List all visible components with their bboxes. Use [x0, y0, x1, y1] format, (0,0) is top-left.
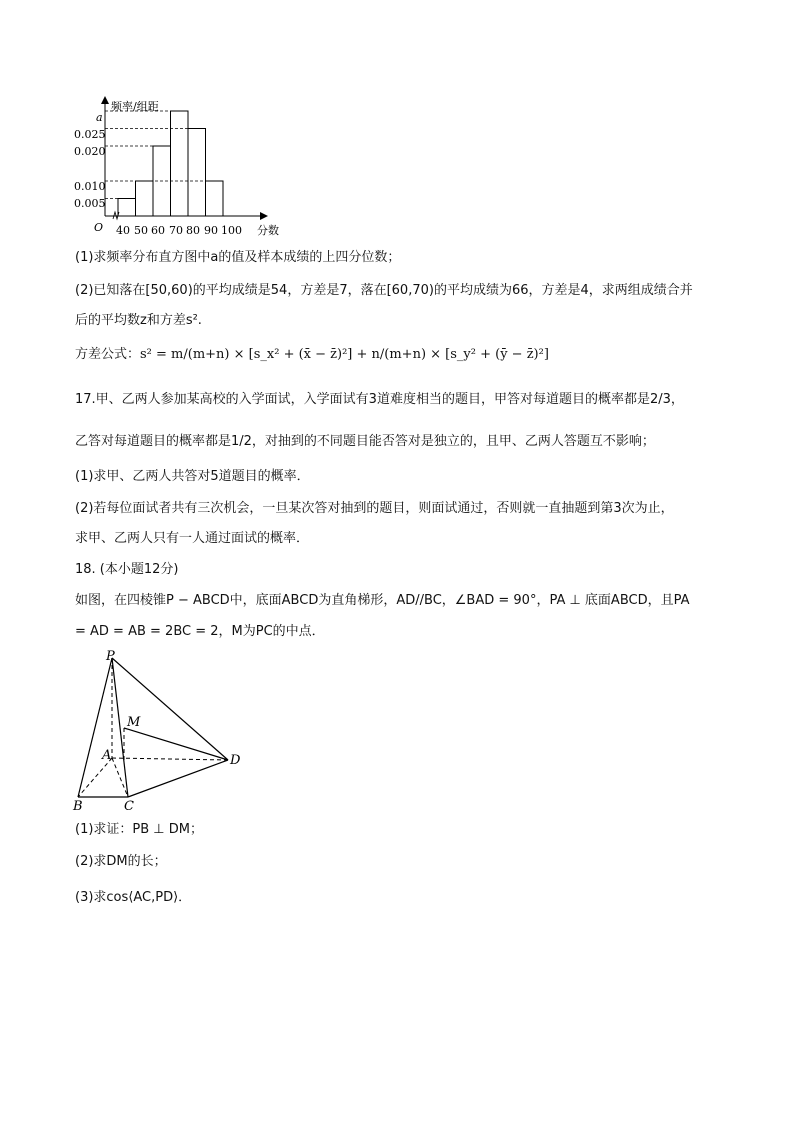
q18-part3: (3)求cos⟨AC,PD⟩．	[75, 890, 192, 905]
histogram-bar	[136, 181, 154, 216]
vertex-M: M	[127, 715, 141, 730]
x-tick-70: 70	[169, 224, 183, 237]
q16-part2-line2: 后的平均数z和方差s².	[75, 313, 202, 328]
vertex-A: A	[102, 748, 112, 763]
histogram-bar	[188, 129, 206, 217]
q17-line1: 17.甲、乙两人参加某高校的入学面试，入学面试有3道难度相当的题目，甲答对每道题目的概率都是2/3，	[75, 392, 684, 407]
pyramid-figure	[68, 648, 248, 813]
x-tick-40: 40	[116, 224, 130, 237]
vertex-D: D	[230, 753, 241, 768]
vertex-P: P	[106, 649, 115, 664]
x-axis-title: 分数	[257, 224, 279, 237]
x-tick-100: 100	[221, 224, 242, 237]
y-tick-0010: 0.010	[74, 180, 106, 193]
x-tick-90: 90	[204, 224, 218, 237]
histogram-bar	[171, 111, 189, 216]
y-tick-0020: 0.020	[74, 145, 106, 158]
q17-line2: 乙答对每道题目的概率都是1/2，对抽到的不同题目能否答对是独立的，且甲、乙两人答题互不影响；	[75, 434, 655, 449]
q17-part1: (1)求甲、乙两人共答对5道题目的概率．	[75, 469, 310, 484]
q16-formula	[75, 345, 549, 365]
formula-label: 方差公式：	[75, 347, 141, 362]
q18-line1: 如图，在四棱锥P − ABCD中，底面ABCD为直角梯形，AD//BC，∠BAD = 90°，PA ⊥ 底面ABCD，且PA	[75, 593, 690, 608]
histogram-bar	[206, 181, 224, 216]
x-tick-80: 80	[186, 224, 200, 237]
vertex-C: C	[124, 799, 134, 813]
x-tick-60: 60	[151, 224, 165, 237]
q17-part2-line2: 求甲、乙两人只有一人通过面试的概率．	[75, 531, 310, 546]
q16-part2-line1: (2)已知落在[50,60)的平均成绩是54，方差是7，落在[60,70)的平均成绩为66，方差是4，求两组成绩合并	[75, 283, 693, 298]
y-tick-a: a	[96, 111, 103, 124]
origin-label: O	[94, 221, 104, 234]
y-axis-title: 频率/组距	[111, 100, 159, 113]
histogram-bar	[118, 199, 136, 217]
y-tick-0005: 0.005	[74, 197, 106, 210]
x-tick-50: 50	[134, 224, 148, 237]
q18-part2: (2)求DM的长；	[75, 854, 167, 869]
frequency-histogram	[60, 88, 300, 238]
vertex-B: B	[73, 799, 83, 813]
q17-part2-line1: (2)若每位面试者共有三次机会，一旦某次答对抽到的题目，则面试通过，否则就一直抽题到第3次为止，	[75, 501, 674, 516]
q18-part1: (1)求证：PB ⊥ DM；	[75, 822, 203, 837]
q18-header: 18. (本小题12分)	[75, 562, 179, 577]
q16-part1: (1)求频率分布直方图中a的值及样本成绩的上四分位数；	[75, 250, 401, 265]
y-tick-0025: 0.025	[74, 128, 106, 141]
variance-formula: s² = m/(m+n) × [s_x² + (x̄ − z̄)²] + n/(m+n) × [s_y² + (ȳ − z̄)²]	[140, 347, 549, 362]
q18-line2: = AD = AB = 2BC = 2，M为PC的中点．	[75, 624, 325, 639]
